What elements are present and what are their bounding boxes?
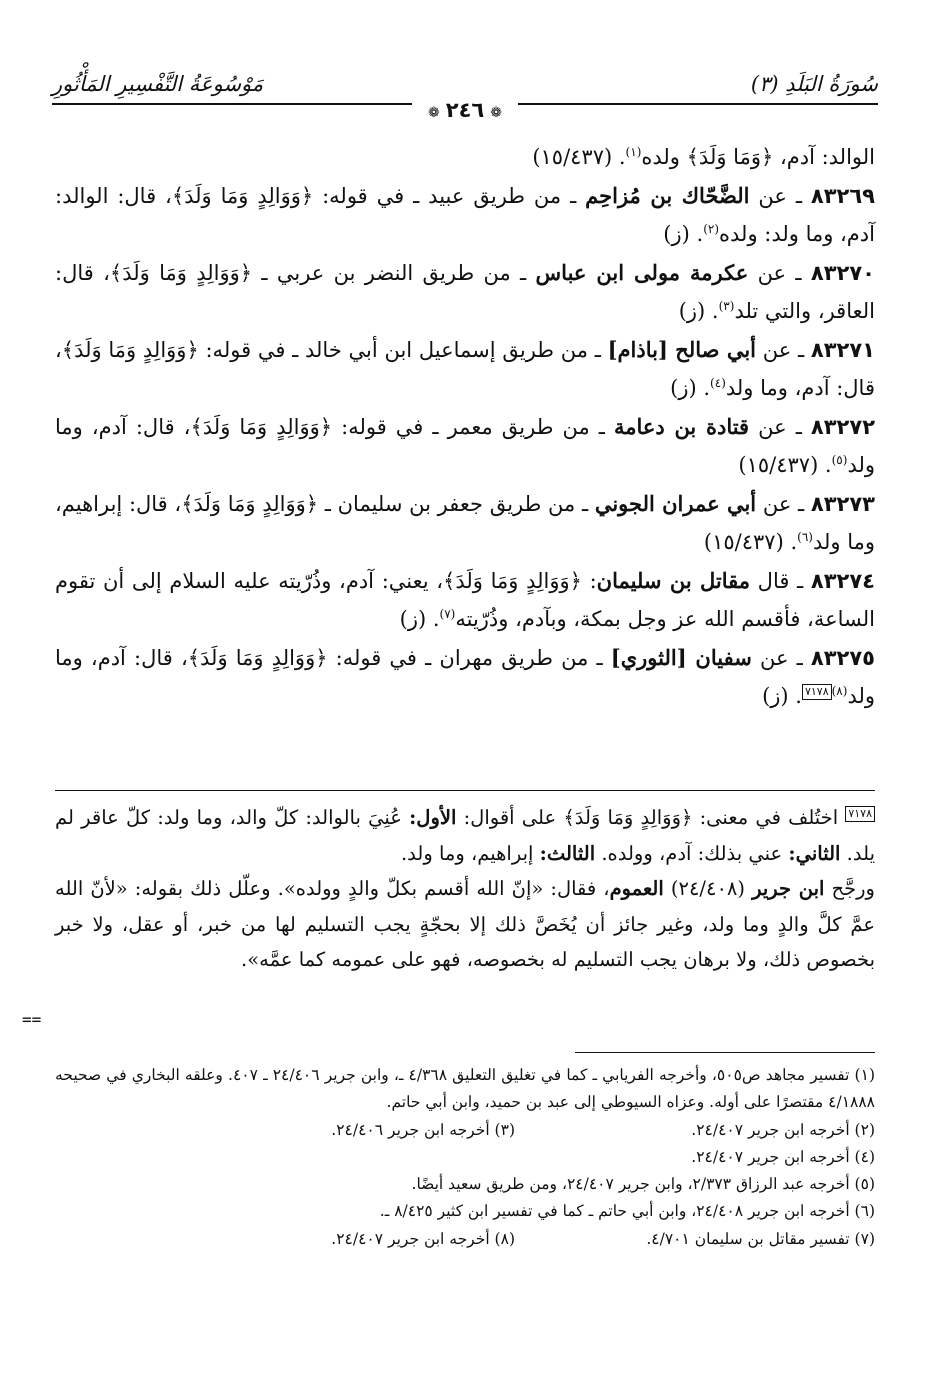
quran-quote: ﴿وَوَالِدٍ وَمَا وَلَدَ﴾ <box>187 645 328 670</box>
footnote-ref: (٨) <box>831 684 848 698</box>
text: اختُلف في معنى: <box>692 806 846 829</box>
source-ref: . (ز) <box>678 299 719 323</box>
source-ref: . (ز) <box>399 607 440 631</box>
footnote-ref: (٤) <box>710 376 726 390</box>
page-number-wrap <box>0 96 930 124</box>
source-ref: . (١٥/٤٣٧) <box>703 530 798 554</box>
footnote-4: (٤) أخرجه ابن جرير ٢٤/٤٠٧. <box>691 1147 875 1166</box>
footnote-row <box>55 1117 875 1144</box>
book-title: مَوْسُوعَةُ التَّفْسِيرِ المَأْثُورِ <box>52 72 264 96</box>
text: ـ عن <box>749 414 811 439</box>
quran-quote: ﴿وَوَالِدٍ وَمَا وَلَدَ﴾ <box>109 260 253 285</box>
footnotes <box>55 1062 875 1253</box>
commentary-number-box[interactable]: ٧١٧٨ <box>845 806 875 822</box>
opinion-label: الثالث: <box>539 841 596 865</box>
source-ref: . (ز) <box>670 376 711 400</box>
text: ـ من طريق معمر ـ في قوله: <box>332 414 614 439</box>
source-ref: . (١٥/٤٣٧) <box>738 453 832 477</box>
footnote-2: (٢) أخرجه ابن جرير ٢٤/٤٠٧. <box>691 1120 875 1139</box>
quran-quote: ﴿وَوَالِدٍ وَمَا وَلَدَ﴾ <box>181 491 319 516</box>
text: ـ من طريق جعفر بن سليمان ـ <box>318 491 595 516</box>
text: ـ عن <box>756 337 811 362</box>
footnote-ref: (٥) <box>831 453 848 467</box>
narrator-name: سفيان [الثوري] <box>610 644 752 670</box>
entry-83275 <box>55 639 875 716</box>
footnote-row <box>55 1226 875 1253</box>
entry-number: ٨٣٢٧٣ <box>810 491 875 516</box>
text: ، فقال: «إنّ الله أقسم بكلّ والدٍ وولده». وعلّل ذلك بقوله: «لأنّ الله عمَّ كلَّ والدٍ وما ولد، وغير جائز أن يُخَصَّ ذلك إلا بحجّةٍ يجب التسليم لها من خبر، أو عقل، ولا خبر بخصوص ذلك، ولا برهان يجب التسليم له بخصوصه، فهو على عمومه كما عمَّه». <box>55 877 875 971</box>
text: ـ عن <box>751 645 811 670</box>
opinion-label: الثاني: <box>788 841 841 865</box>
narrator-name: قتادة بن دعامة <box>613 413 750 439</box>
text: ـ عن <box>756 491 811 516</box>
text: إبراهيم، وما ولد. <box>400 841 540 865</box>
text: ورجَّح <box>824 877 875 900</box>
narrator-name: الضَّحّاك بن مُزاحِم <box>585 182 750 208</box>
entry-83274 <box>55 562 875 639</box>
text: ولده <box>641 145 687 169</box>
narrator-name: أبي عمران الجوني <box>594 490 757 516</box>
text: عُنِيَ بالوالد: كلّ والد، وما ولد: كلّ عاقر لم يلد. <box>55 806 875 865</box>
page-number <box>412 98 518 122</box>
text: ـ من طريق عبيد ـ في قوله: <box>313 183 586 208</box>
continuation-mark: == <box>22 1010 42 1029</box>
footnote-8: (٨) أخرجه ابن جرير ٢٤/٤٠٧. <box>331 1229 515 1248</box>
entry-number: ٨٣٢٧٤ <box>810 568 875 593</box>
text: ـ من طريق إسماعيل ابن أبي خالد ـ في قوله: <box>198 337 608 362</box>
quran-quote: ﴿وَوَالِدٍ وَمَا وَلَدَ﴾ <box>61 337 199 362</box>
main-text <box>55 138 875 716</box>
text: ، قال: العاقر، والتي تلد <box>55 260 875 323</box>
narrator-name: مقاتل بن سليمان <box>596 567 750 593</box>
entry-number: ٨٣٢٧٢ <box>810 414 876 439</box>
entry-83271 <box>55 331 875 408</box>
footnote-ref: (٢) <box>703 222 720 236</box>
entry-number: ٨٣٢٧١ <box>810 337 875 362</box>
commentary-para-1 <box>55 800 875 871</box>
quran-quote: ﴿وَوَالِدٍ وَمَا وَلَدَ﴾ <box>190 414 333 439</box>
footnote-ref: (٣) <box>718 299 735 313</box>
entry-intro <box>55 138 875 177</box>
page-number-value: ٢٤٦ <box>445 98 485 122</box>
text: ، قال: آدم، وما ولد <box>55 337 875 400</box>
text: ، قال: الوالد: آدم، وما ولد: ولده <box>55 183 875 246</box>
footnote-5: (٥) أخرجه عبد الرزاق ٢/٣٧٣، وابن جرير ٢٤/٤٠٧، ومن طريق سعيد أيضًا. <box>411 1175 875 1194</box>
text: ، يعني: آدم، وذُرّيته عليه السلام إلى أن تقوم الساعة، فأقسم الله عز وجل بمكة، وبآدم، وذُرّيته <box>55 568 875 631</box>
text: ، قال: آدم، وما ولد <box>55 645 875 708</box>
commentary <box>55 800 875 978</box>
entry-number: ٨٣٢٦٩ <box>810 183 875 208</box>
scholar-name: ابن جرير <box>752 877 825 900</box>
entry-83272 <box>55 408 875 485</box>
text: الوالد: آدم، <box>773 145 875 169</box>
commentary-para-2 <box>55 871 875 978</box>
footnote-rule <box>575 1052 875 1053</box>
footnote-ref: (١) <box>625 145 642 159</box>
ornament-icon: ❁ <box>428 105 440 121</box>
entry-83270 <box>55 254 875 331</box>
footnote-ref: (٦) <box>797 530 813 544</box>
entry-83269 <box>55 177 875 254</box>
keyword: العموم <box>609 877 664 900</box>
narrator-name: أبي صالح [باذام] <box>607 336 757 362</box>
commentary-ref-box[interactable]: ٧١٧٨ <box>802 684 832 700</box>
text: عني بذلك: آدم، وولده. <box>595 841 789 865</box>
quran-quote: ﴿وَوَالِدٍ وَمَا وَلَدَ﴾ <box>563 806 693 829</box>
footnote-3: (٣) أخرجه ابن جرير ٢٤/٤٠٦. <box>331 1120 515 1139</box>
quran-quote: ﴿وَمَا وَلَدَ﴾ <box>686 145 774 169</box>
text: ـ عن <box>749 183 811 208</box>
text: ـ من طريق النضر بن عربي ـ <box>252 260 536 285</box>
footnote-7: (٧) تفسير مقاتل بن سليمان ٤/٧٠١. <box>646 1229 875 1248</box>
quran-quote: ﴿وَوَالِدٍ وَمَا وَلَدَ﴾ <box>171 183 314 208</box>
source-ref: . (ز) <box>663 222 704 246</box>
footnote-ref: (٧) <box>439 607 456 621</box>
opinion-label: الأول: <box>409 806 457 829</box>
text: ـ قال <box>750 568 811 593</box>
volume-ref: (٢٤/٤٠٨) <box>663 877 753 900</box>
text: على أقوال: <box>456 806 564 829</box>
entry-number: ٨٣٢٧٠ <box>810 260 875 285</box>
footnote-1: (١) تفسير مجاهد ص٥٠٥، وأخرجه الفريابي ـ كما في تغليق التعليق ٤/٣٦٨ ـ، وابن جرير ٢٤/٤٠٦ ـ ٤٠٧. وعلقه البخاري في صحيحه ٤/١٨٨٨ مقتصرًا على أوله. وعزاه السيوطي إلى عبد بن حميد، وابن أبي حاتم. <box>55 1066 875 1112</box>
volume-ref: . (١٥/٤٣٧) <box>532 145 626 169</box>
footnote-6: (٦) أخرجه ابن جرير ٢٤/٤٠٨، وابن أبي حاتم ـ كما في تفسير ابن كثير ٨/٤٢٥ ـ. <box>379 1202 875 1221</box>
entry-number: ٨٣٢٧٥ <box>810 645 875 670</box>
surah-title: سُورَةُ البَلَدِ (٣) <box>750 72 878 96</box>
text: ، قال: آدم، وما ولد <box>55 414 875 477</box>
text: ـ عن <box>748 260 811 285</box>
commentary-rule <box>55 790 875 791</box>
narrator-name: عكرمة مولى ابن عباس <box>535 259 749 285</box>
text: ـ من طريق مهران ـ في قوله: <box>327 645 611 670</box>
text: : <box>581 568 597 593</box>
source-ref: . (ز) <box>762 684 802 708</box>
entry-83273 <box>55 485 875 562</box>
quran-quote: ﴿وَوَالِدٍ وَمَا وَلَدَ﴾ <box>443 568 582 593</box>
text: ، قال: إبراهيم، وما ولد <box>55 491 875 554</box>
ornament-icon: ❁ <box>490 105 502 121</box>
